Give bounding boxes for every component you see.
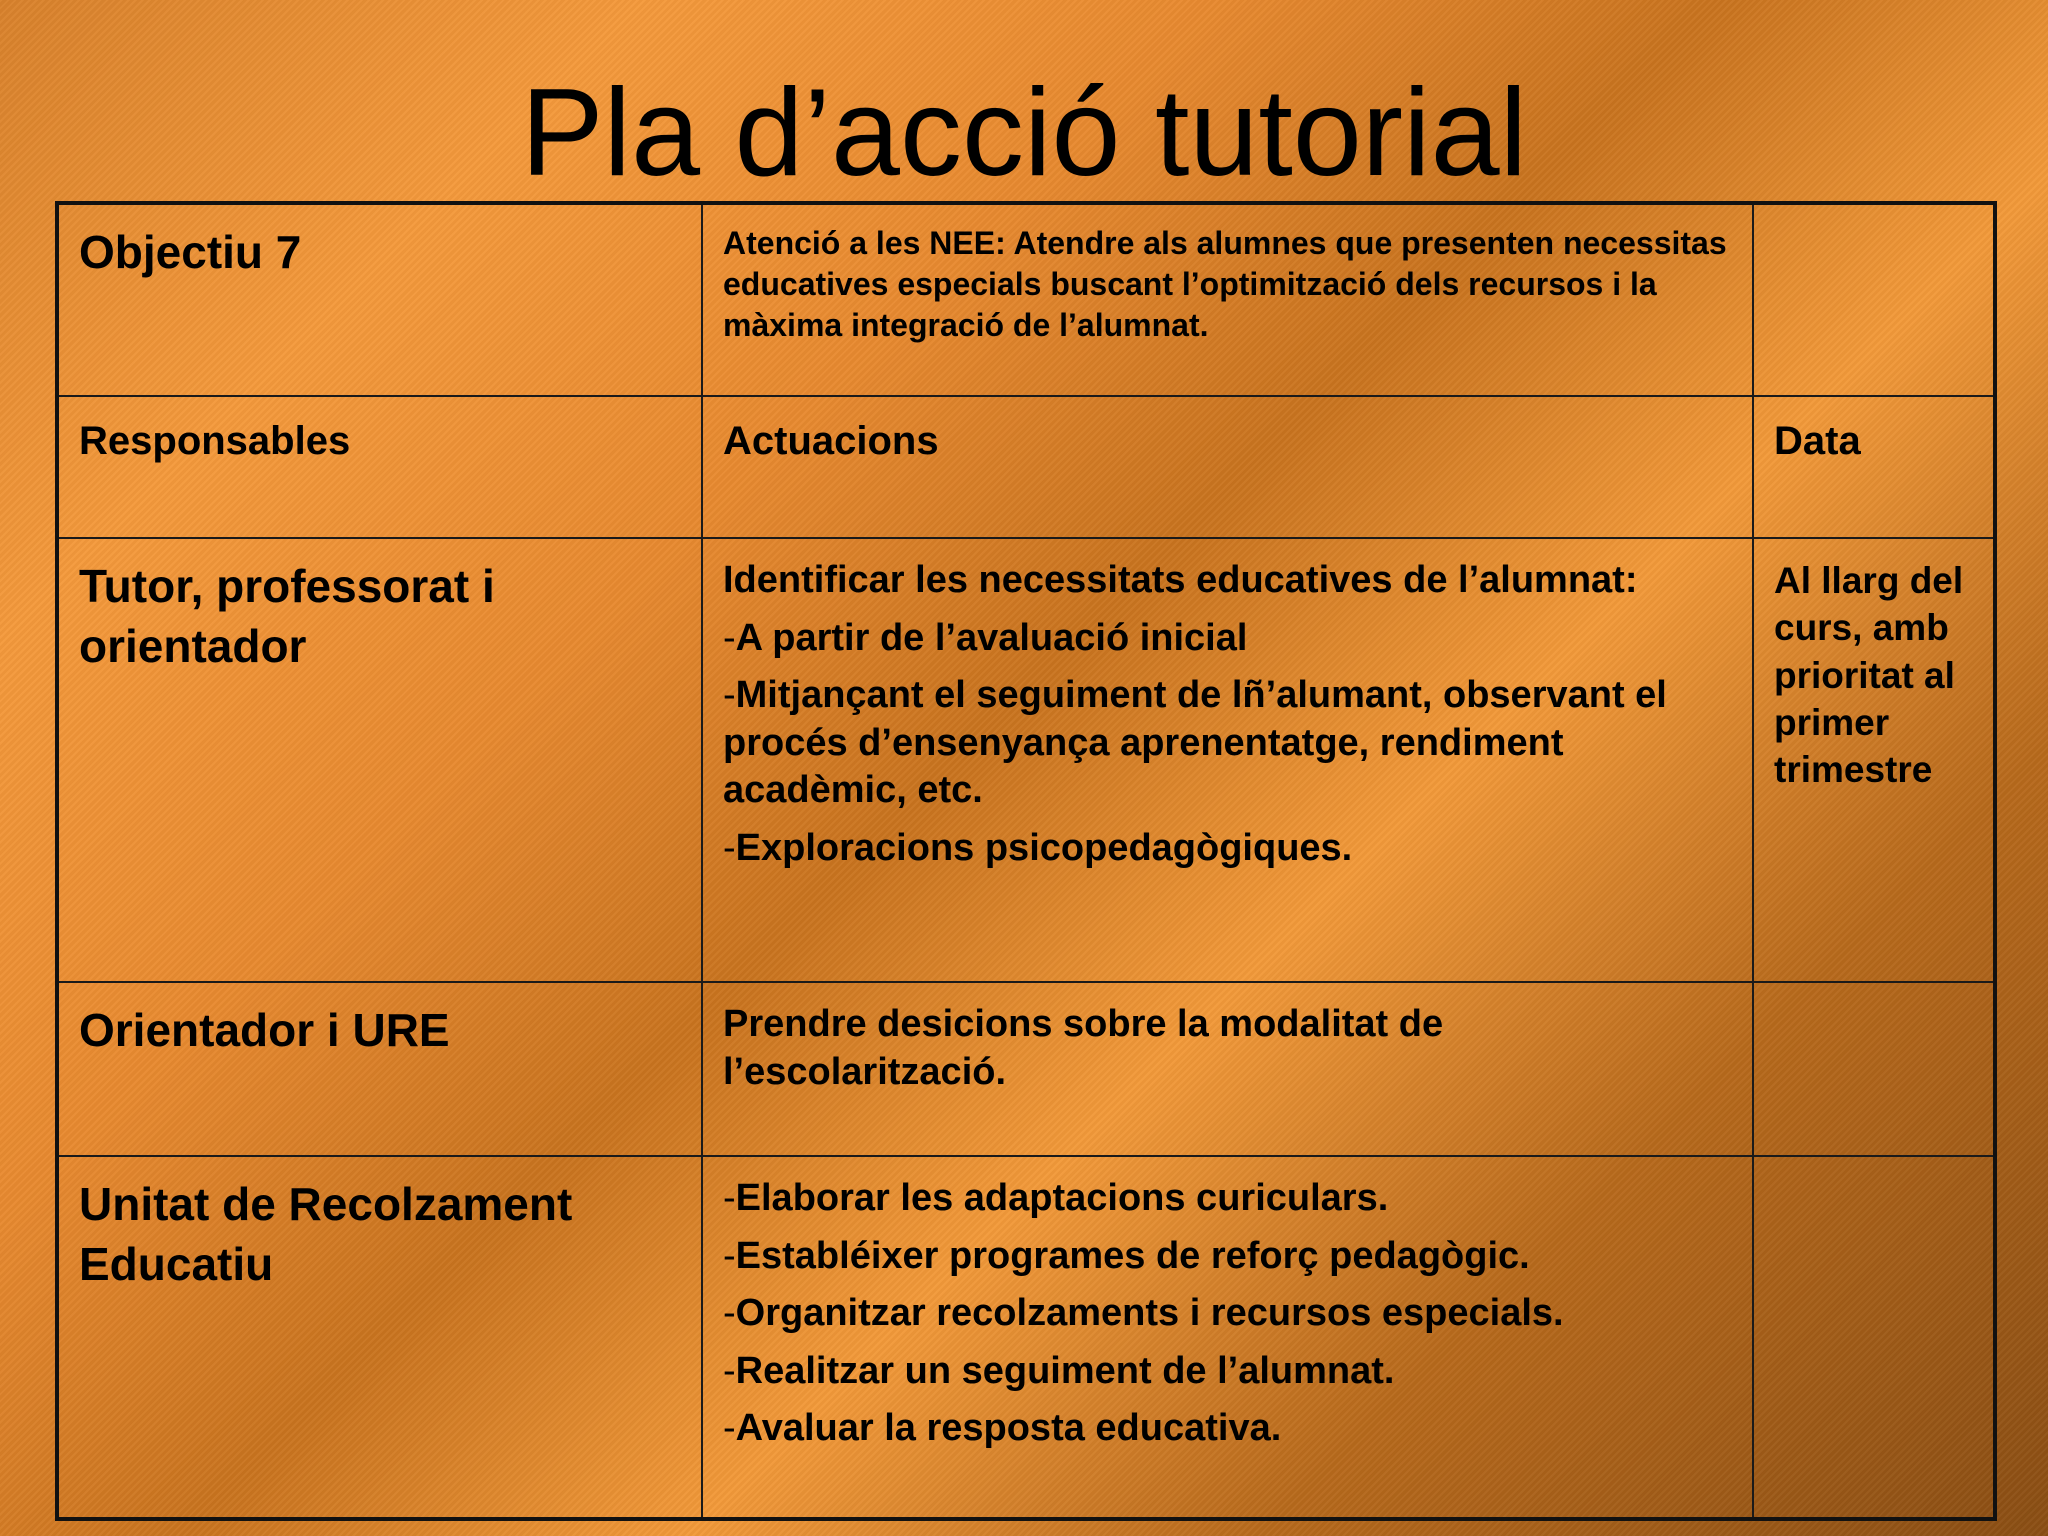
slide-title: Pla d’acció tutorial	[520, 64, 1528, 202]
dash-marker: -	[723, 1349, 736, 1392]
actuacions-cell	[702, 1156, 1753, 1519]
list-item	[723, 1233, 1732, 1281]
objective-description: Atenció a les NEE: Atendre als alumnes que presenten necessitas educatives especials buscant l’optimització dels recursos i la màxima integració de l’alumnat.	[702, 203, 1753, 396]
list-item	[723, 615, 1732, 663]
header-actuacions: Actuacions	[702, 396, 1753, 538]
dash-marker: -	[723, 1177, 736, 1219]
objective-label: Objectiu 7	[57, 203, 702, 396]
list-item-text: Elaborar les adaptacions curiculars.	[735, 1177, 1389, 1219]
list-item	[723, 825, 1732, 873]
dash-marker: -	[723, 1234, 736, 1277]
list-item-text: Mitjançant el seguiment de lñ’alumant, observant el procés d’ensenyança aprenentatge, rendiment acadèmic, etc.	[723, 674, 1667, 811]
table-row	[57, 203, 1995, 396]
list-item-text: Avaluar la resposta educativa.	[735, 1407, 1282, 1449]
dash-marker: -	[723, 826, 736, 869]
list-item	[723, 1175, 1732, 1223]
list-item-text: Realitzar un seguiment de l’alumnat.	[735, 1349, 1395, 1392]
header-data: Data	[1753, 396, 1995, 538]
date-cell	[1753, 1156, 1995, 1519]
list-item	[723, 1290, 1732, 1338]
table-row	[57, 982, 1995, 1156]
list-item-text: Establéixer programes de reforç pedagògic.	[735, 1234, 1530, 1277]
date-cell	[1753, 982, 1995, 1156]
actuacio-intro: Identificar les necessitats educatives de l’alumnat:	[723, 559, 1638, 601]
action-plan-table	[55, 201, 1997, 1521]
actuacions-cell	[702, 538, 1753, 982]
list-item	[723, 1405, 1732, 1453]
dash-marker: -	[723, 1292, 736, 1334]
list-item	[723, 672, 1732, 815]
table-row	[57, 1156, 1995, 1519]
dash-marker: -	[723, 674, 736, 716]
list-item-text: Exploracions psicopedagògiques.	[735, 826, 1353, 869]
list-item	[723, 1348, 1732, 1396]
date-cell: Al llarg del curs, amb prioritat al primer trimestre	[1753, 538, 1995, 982]
responsable-cell: Tutor, professorat i orientador	[57, 538, 702, 982]
list-item-text: Organitzar recolzaments i recursos especials.	[735, 1292, 1564, 1334]
responsable-cell: Unitat de Recolzament Educatiu	[57, 1156, 702, 1519]
header-responsables: Responsables	[57, 396, 702, 538]
responsable-cell: Orientador i URE	[57, 982, 702, 1156]
table-header-row	[57, 396, 1995, 538]
table-row	[57, 538, 1995, 982]
objective-date-cell	[1753, 203, 1995, 396]
dash-marker: -	[723, 616, 736, 659]
list-item-text: A partir de l’avaluació inicial	[735, 616, 1248, 659]
dash-marker: -	[723, 1407, 736, 1449]
actuacions-cell: Prendre desicions sobre la modalitat de l’escolarització.	[702, 982, 1753, 1156]
